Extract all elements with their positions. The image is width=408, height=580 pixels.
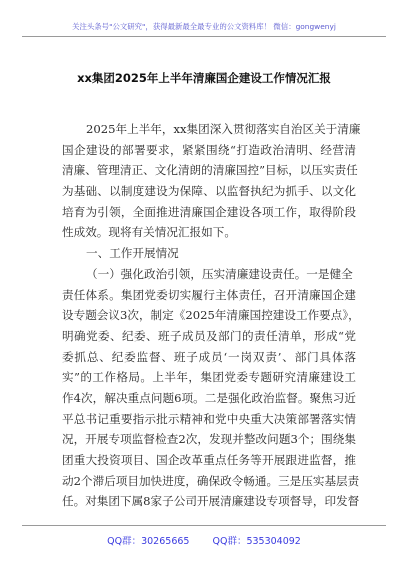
body-line: 动2个滞后项目加快进度，确保政令畅通。三是压实基层责 — [62, 473, 360, 488]
footer-qq-group-2: QQ群：535304092 — [212, 536, 301, 547]
section-heading: 一、工作开展情况 — [86, 246, 179, 261]
footer — [0, 533, 408, 547]
body-line: （一）强化政治引领，压实清廉建设责任。一是健全 — [86, 266, 353, 281]
body-line: 团重大投资项目、国企改革重点任务等开展跟进监督，推 — [62, 453, 356, 467]
body-line: 责任体系。集团党委切实履行主体责任，召开清廉国企建 — [62, 287, 356, 302]
body-line: 作4次，解决重点问题6项。二是强化政治监督。聚焦习近 — [62, 390, 356, 405]
body-line: 为基础、以制度建设为保障、以监督执纪为抓手、以文化 — [62, 184, 356, 199]
footer-qq-group-1: QQ群：30265665 — [107, 536, 190, 547]
document-title: xx集团2025年上半年清廉国企建设工作情况汇报 — [77, 71, 331, 85]
footer-divider — [22, 525, 386, 526]
body-line: 培育为引领，全面推进清廉国企建设各项工作，取得阶段 — [62, 204, 356, 219]
body-line: 2025年上半年，xx集团深入贯彻落实自治区关于清廉 — [86, 122, 361, 136]
body-line: 委抓总、纪委监督、班子成员‘一岗双责’、部门具体落 — [62, 349, 356, 364]
body-line: 任。对集团下属8家子公司开展清廉建设专项督导，印发督 — [62, 494, 360, 509]
body-line: 设专题会议3次，制定《2025年清廉国控建设工作要点》， — [62, 308, 360, 323]
body-line: 平总书记重要指示批示精神和党中央重大决策部署落实情 — [62, 411, 356, 426]
body-line: 实”的工作格局。上半年，集团党委专题研究清廉建设工 — [62, 370, 356, 385]
document-body — [62, 119, 361, 512]
body-line: 性成效。现将有关情况汇报如下。 — [62, 225, 236, 240]
body-line: 国企建设的部署要求，紧紧围绕“打造政治清明、经营清 — [62, 142, 356, 157]
body-line: 清廉、管理清正、文化清朗的清廉国控”目标，以压实责任 — [62, 163, 358, 178]
body-line: 况，开展专项监督检查2次，发现并整改问题3个；围绕集 — [62, 432, 356, 447]
header-note: 关注头条号"公文研究"，获得最新最全最专业的公文资料库！ 微信：gongwenyj — [72, 22, 336, 31]
header-divider — [22, 36, 386, 37]
body-line: 明确党委、纪委、班子成员及部门的责任清单，形成“党 — [62, 328, 356, 343]
